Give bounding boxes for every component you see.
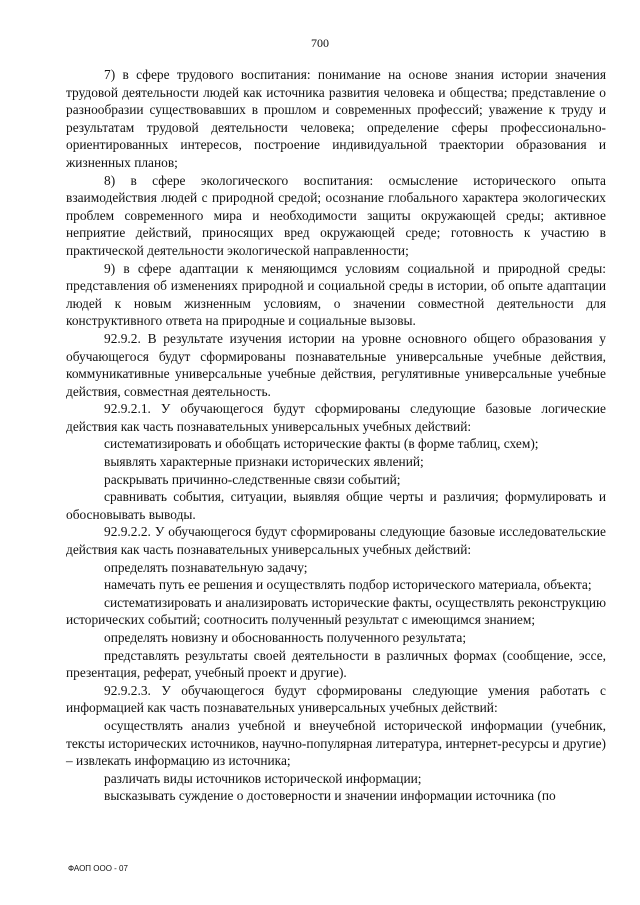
list-item: определять познавательную задачу; bbox=[104, 559, 308, 575]
list-item: определять новизну и обоснованность полученного результата; bbox=[104, 630, 467, 645]
paragraph-adaptation: 9) в сфере адаптации к меняющимся условиям социальной и природной среды: представления об изменениях природной и социальной среды в истории, об опыте адаптации людей к новым жизненным условиям, о значении совместной деятельности для конструктивного ответа на природные и социальные вызовы. bbox=[66, 260, 606, 329]
list-item: систематизировать и анализировать исторические факты, осуществлять реконструкцию исторических событий; соотносить полученный результат с имеющимся знанием; bbox=[66, 594, 606, 628]
list-item: систематизировать и обобщать исторические факты (в форме таблиц, схем); bbox=[104, 436, 539, 452]
list-item: высказывать суждение о достоверности и значении информации источника (по bbox=[104, 788, 556, 804]
page-body bbox=[66, 66, 606, 805]
list-item: различать виды источников исторической информации; bbox=[104, 770, 422, 786]
list-item: раскрывать причинно-следственные связи событий; bbox=[104, 471, 401, 487]
list-item: намечать путь ее решения и осуществлять подбор исторического материала, объекта; bbox=[104, 577, 592, 593]
list-item: сравнивать события, ситуации, выявляя общие черты и различия; формулировать и обосновывать выводы. bbox=[66, 489, 606, 522]
paragraph-92-9-2-3: 92.9.2.3. У обучающегося будут сформированы следующие умения работать с информацией как часть познавательных универсальных учебных действий: bbox=[66, 682, 606, 716]
paragraph-92-9-2: 92.9.2. В результате изучения истории на уровне основного общего образования у обучающегося будут сформированы познавательные универсальные учебные действия, коммуникативные универсальные учебные действия, регулятивные универсальные учебные действия, совместная деятельность. bbox=[66, 330, 606, 399]
paragraph-92-9-2-1: 92.9.2.1. У обучающегося будут сформированы следующие базовые логические действия как часть познавательных универсальных учебных действий: bbox=[66, 401, 606, 434]
paragraph-92-9-2-2: 92.9.2.2. У обучающегося будут сформированы следующие базовые исследовательские действия как часть познавательных универсальных учебных действий: bbox=[66, 524, 606, 558]
paragraph-labor-education: 7) в сфере трудового воспитания: понимание на основе знания истории значения трудовой деятельности людей как источника развития человека и общества; представление о разнообразии существовавших в прошлом и современных профессий; уважение к труду и результатам трудовой деятельности человека; определение сферы профессионально-ориентированных интересов, построение индивидуальной траектории образования и жизненных планов; bbox=[66, 67, 606, 170]
page-number: 700 bbox=[311, 36, 329, 50]
list-item: осуществлять анализ учебной и внеучебной исторической информации (учебник, тексты исторических источников, научно-популярная литература, интернет-ресурсы и другие) – извлекать информацию из источника; bbox=[66, 717, 606, 769]
paragraph-ecological-education: 8) в сфере экологического воспитания: осмысление исторического опыта взаимодействия людей с природной средой; осознание глобального характера экологических проблем современного мира и необходимости защиты окружающей среды; активное неприятие действий, приносящих вред окружающей среде; готовность к участию в практической деятельности экологической направленности; bbox=[66, 172, 606, 258]
list-item: представлять результаты своей деятельности в различных формах (сообщение, эссе, презентация, реферат, учебный проект и другие). bbox=[66, 647, 606, 681]
footer-code: ФАОП ООО - 07 bbox=[68, 864, 128, 873]
list-item: выявлять характерные признаки исторических явлений; bbox=[104, 454, 424, 470]
